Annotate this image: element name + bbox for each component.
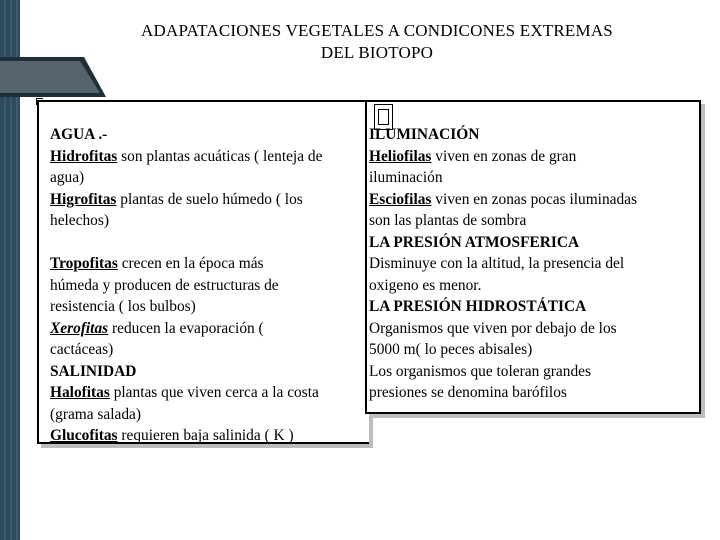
esciofilas-desc-cont: son las plantas de sombra xyxy=(369,212,527,229)
xerofitas-entry xyxy=(50,318,322,340)
esciofilas-desc: viven en zonas pocas iluminadas xyxy=(431,190,638,208)
xerofitas-desc: reducen la evaporación ( xyxy=(108,319,264,337)
presion-atmosferica-heading: LA PRESIÓN ATMOSFERICA xyxy=(369,233,580,251)
salinidad-heading: SALINIDAD xyxy=(50,362,137,380)
heliofilas-term: Heliofilas xyxy=(369,147,432,165)
left-column-text xyxy=(50,124,322,447)
hidrofitas-desc-cont: agua) xyxy=(50,169,85,186)
halofitas-desc: plantas que viven cerca a la costa xyxy=(109,384,319,401)
tropofitas-entry xyxy=(50,253,322,275)
hidrofitas-desc: son plantas acuáticas ( lenteja de xyxy=(117,147,323,165)
panel-corner-mark xyxy=(36,98,43,105)
esciofilas-term: Esciofilas xyxy=(369,190,432,208)
tropofitas-desc-cont: húmeda y producen de estructuras de xyxy=(50,276,279,294)
glucofitas-entry xyxy=(50,425,322,447)
slide-title xyxy=(62,20,692,64)
xerofitas-term: Xerofitas xyxy=(50,319,109,337)
heliofilas-desc: viven en zonas de gran xyxy=(431,147,577,165)
presion-hidrostatica-desc-cont: Los organismos que toleran grandes xyxy=(369,362,591,380)
higrofitas-desc-cont: helechos) xyxy=(50,212,109,229)
title-line-1: ADAPATACIONES VEGETALES A CONDICONES EXTREMAS xyxy=(141,21,613,40)
higrofitas-desc: plantas de suelo húmedo ( los xyxy=(116,190,303,208)
spacer xyxy=(50,232,322,254)
presion-atmosferica-desc: Disminuye con la altitud, la presencia del xyxy=(369,255,625,272)
tropofitas-term: Tropofitas xyxy=(50,255,118,272)
right-column-text xyxy=(369,124,637,404)
presion-hidrostatica-heading: LA PRESIÓN HIDROSTÁTICA xyxy=(369,298,587,315)
glucofitas-desc: requieren baja salinida ( K ) xyxy=(117,427,294,444)
tropofitas-desc-cont: resistencia ( los bulbos) xyxy=(50,298,196,315)
hidrofitas-entry xyxy=(50,146,322,168)
halofitas-entry xyxy=(50,382,322,404)
halofitas-term: Halofitas xyxy=(50,384,110,401)
xerofitas-desc-cont: cactáceas) xyxy=(50,341,114,358)
tropofitas-desc: crecen en la época más xyxy=(117,255,264,272)
presion-atmosferica-desc-cont: oxigeno es menor. xyxy=(369,276,482,294)
higrofitas-entry xyxy=(50,189,322,211)
title-line-2: DEL BIOTOPO xyxy=(320,43,434,62)
heliofilas-entry xyxy=(369,146,637,168)
glucofitas-term: Glucofitas xyxy=(50,427,118,444)
heliofilas-desc-cont: iluminación xyxy=(369,169,443,186)
higrofitas-term: Higrofitas xyxy=(50,190,117,208)
presion-hidrostatica-desc-cont: 5000 m( lo peces abisales) xyxy=(369,341,533,358)
halofitas-desc-cont: (grama salada) xyxy=(50,405,142,423)
agua-heading: AGUA .- xyxy=(50,126,108,143)
presion-hidrostatica-desc: Organismos que viven por debajo de los xyxy=(369,319,617,337)
hidrofitas-term: Hidrofitas xyxy=(50,147,118,165)
iluminacion-heading: ILUMINACIÓN xyxy=(369,126,480,143)
presion-hidrostatica-desc-cont: presiones se denomina barófilos xyxy=(369,384,567,401)
esciofilas-entry xyxy=(369,189,637,211)
